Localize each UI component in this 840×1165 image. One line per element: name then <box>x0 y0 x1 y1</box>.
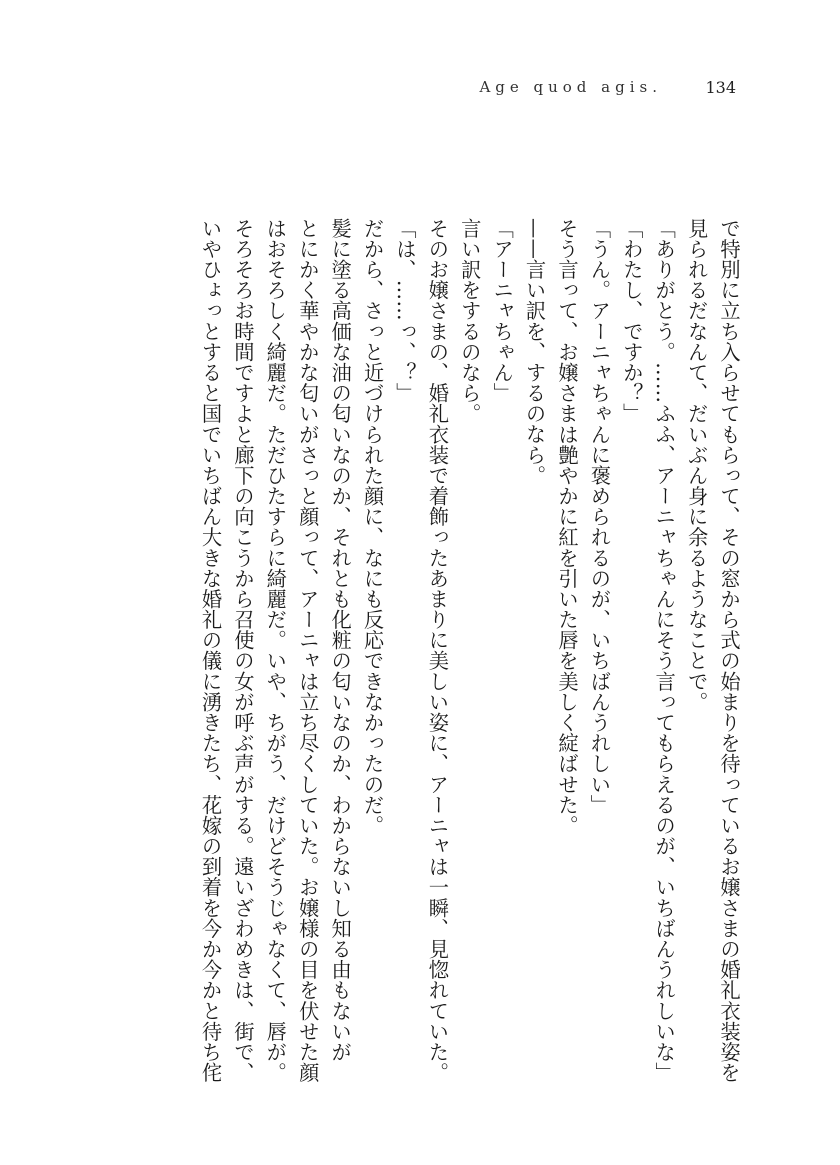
text-line: ——言い訳を、するのなら。 <box>522 218 547 486</box>
text-line: 言い訳をするのなら。 <box>457 218 482 424</box>
text-line: 「は、……っ、？」 <box>392 218 417 404</box>
text-line: 「うん。アーニャちゃんに褒められるのが、いちばんうれしい」 <box>587 218 612 816</box>
text-line: そう言って、お嬢さまは艶やかに紅を引いた唇を美しく綻ばせた。 <box>554 218 579 836</box>
text-line: 見られるだなんて、だいぶん身に余るようなことで。 <box>684 218 709 713</box>
running-head-title: Age quod agis. <box>479 78 662 96</box>
text-line: で特別に立ち入らせてもらって、その窓から式の始まりを待っているお嬢さまの婚礼衣装姿を <box>717 218 741 1083</box>
text-line: そのお嬢さまの、婚礼衣装で着飾ったあまりに美しい姿に、アーニャは一瞬、見惚れていた。 <box>425 218 450 1083</box>
text-line: そろそろお時間ですよと廊下の向こうから召使の女が呼ぶ声がする。遠いざわめきは、街で、 <box>230 218 255 1083</box>
text-line: 「ありがとう。……ふふ、アーニャちゃんにそう言ってもらえるのが、いちばんうれしいな」 <box>652 218 677 1083</box>
text-line: だから、さっと近づけられた顔に、なにも反応できなかったのだ。 <box>360 218 385 836</box>
body-text <box>105 218 745 1083</box>
text-line: はおそろしく綺麗だ。ただひたすらに綺麗だ。いや、ちがう、だけどそうじゃなくて、唇が。 <box>263 218 288 1083</box>
page-number: 134 <box>705 78 736 97</box>
text-line: 髪に塗る高価な油の匂いなのか、それとも化粧の匂いなのか、わからないし知る由もないが <box>328 218 353 1063</box>
text-line: 「わたし、ですか？」 <box>619 218 644 424</box>
text-line: いやひょっとすると国でいちばん大きな婚礼の儀に湧きたち、花嫁の到着を今か今かと待ち侘 <box>198 218 223 1083</box>
text-line: とにかく華やかな匂いがさっと顔って、アーニャは立ち尽くしていた。お嬢様の目を伏せた顔 <box>295 218 320 1083</box>
text-line: 「アーニャちゃん」 <box>490 218 515 404</box>
